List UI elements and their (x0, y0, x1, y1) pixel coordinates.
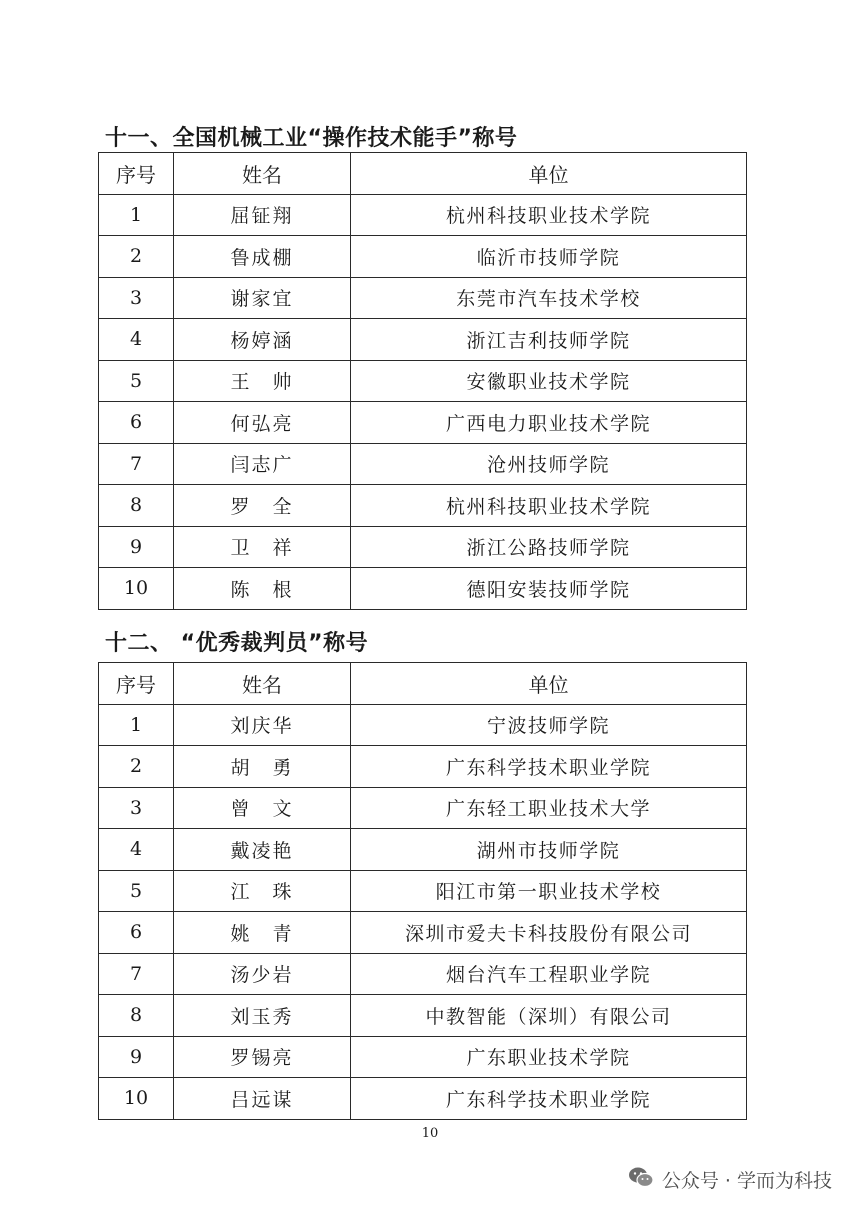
person-name: 陈 根 (174, 568, 351, 610)
person-name: 刘庆华 (174, 704, 351, 746)
unit-name: 烟台汽车工程职业学院 (351, 953, 747, 995)
table-row (99, 746, 747, 788)
table-row (99, 912, 747, 954)
header-no: 序号 (99, 153, 174, 195)
watermark-text: 公众号 · 学而为科技 (661, 1170, 832, 1192)
table-row (99, 995, 747, 1037)
row-number: 1 (99, 704, 174, 746)
person-name: 胡 勇 (174, 746, 351, 788)
row-number: 2 (99, 236, 174, 278)
person-name: 江 珠 (174, 870, 351, 912)
row-number: 6 (99, 402, 174, 444)
roster-table-2 (98, 662, 747, 1120)
unit-name: 安徽职业技术学院 (351, 360, 747, 402)
person-name: 吕远谋 (174, 1078, 351, 1120)
unit-name: 德阳安装技师学院 (351, 568, 747, 610)
person-name: 卫 祥 (174, 526, 351, 568)
section-title-2: 十二、 “优秀裁判员”称号 (105, 631, 369, 656)
table-row (99, 319, 747, 361)
person-name: 王 帅 (174, 360, 351, 402)
person-name: 刘玉秀 (174, 995, 351, 1037)
person-name: 杨婷涵 (174, 319, 351, 361)
header-unit: 单位 (351, 663, 747, 705)
person-name: 戴凌艳 (174, 829, 351, 871)
watermark (628, 1166, 832, 1193)
unit-name: 阳江市第一职业技术学校 (351, 870, 747, 912)
table-row (99, 194, 747, 236)
unit-name: 临沂市技师学院 (351, 236, 747, 278)
unit-name: 广西电力职业技术学院 (351, 402, 747, 444)
table-row (99, 1036, 747, 1078)
person-name: 罗锡亮 (174, 1036, 351, 1078)
roster-table-1 (98, 152, 747, 610)
table-header-row (99, 663, 747, 705)
table-row (99, 360, 747, 402)
table-row (99, 1078, 747, 1120)
unit-name: 广东科学技术职业学院 (351, 1078, 747, 1120)
table-row (99, 829, 747, 871)
table-row (99, 568, 747, 610)
row-number: 4 (99, 829, 174, 871)
person-name: 罗 全 (174, 485, 351, 527)
row-number: 7 (99, 953, 174, 995)
unit-name: 宁波技师学院 (351, 704, 747, 746)
person-name: 曾 文 (174, 787, 351, 829)
unit-name: 湖州市技师学院 (351, 829, 747, 871)
row-number: 4 (99, 319, 174, 361)
table-row (99, 953, 747, 995)
unit-name: 沧州技师学院 (351, 443, 747, 485)
person-name: 何弘亮 (174, 402, 351, 444)
header-name: 姓名 (174, 663, 351, 705)
row-number: 3 (99, 277, 174, 319)
unit-name: 东莞市汽车技术学校 (351, 277, 747, 319)
table-row (99, 485, 747, 527)
row-number: 10 (99, 1078, 174, 1120)
page-number: 10 (421, 1126, 439, 1141)
header-no: 序号 (99, 663, 174, 705)
table-row (99, 277, 747, 319)
person-name: 鲁成棚 (174, 236, 351, 278)
unit-name: 杭州科技职业技术学院 (351, 485, 747, 527)
row-number: 6 (99, 912, 174, 954)
unit-name: 广东职业技术学院 (351, 1036, 747, 1078)
unit-name: 杭州科技职业技术学院 (351, 194, 747, 236)
table-row (99, 236, 747, 278)
table-row (99, 870, 747, 912)
row-number: 5 (99, 870, 174, 912)
header-name: 姓名 (174, 153, 351, 195)
row-number: 10 (99, 568, 174, 610)
row-number: 9 (99, 526, 174, 568)
unit-name: 广东科学技术职业学院 (351, 746, 747, 788)
row-number: 5 (99, 360, 174, 402)
row-number: 8 (99, 485, 174, 527)
unit-name: 广东轻工职业技术大学 (351, 787, 747, 829)
header-unit: 单位 (351, 153, 747, 195)
table-row (99, 443, 747, 485)
row-number: 8 (99, 995, 174, 1037)
unit-name: 中教智能（深圳）有限公司 (351, 995, 747, 1037)
person-name: 汤少岩 (174, 953, 351, 995)
unit-name: 浙江吉利技师学院 (351, 319, 747, 361)
row-number: 2 (99, 746, 174, 788)
person-name: 屈钲翔 (174, 194, 351, 236)
person-name: 谢家宜 (174, 277, 351, 319)
row-number: 7 (99, 443, 174, 485)
table-row (99, 526, 747, 568)
person-name: 闫志广 (174, 443, 351, 485)
wechat-icon (628, 1166, 662, 1193)
row-number: 3 (99, 787, 174, 829)
table-row (99, 704, 747, 746)
unit-name: 浙江公路技师学院 (351, 526, 747, 568)
row-number: 1 (99, 194, 174, 236)
row-number: 9 (99, 1036, 174, 1078)
unit-name: 深圳市爱夫卡科技股份有限公司 (351, 912, 747, 954)
table-row (99, 787, 747, 829)
table-row (99, 402, 747, 444)
section-title-1: 十一、全国机械工业“操作技术能手”称号 (105, 126, 518, 151)
person-name: 姚 青 (174, 912, 351, 954)
table-header-row (99, 153, 747, 195)
